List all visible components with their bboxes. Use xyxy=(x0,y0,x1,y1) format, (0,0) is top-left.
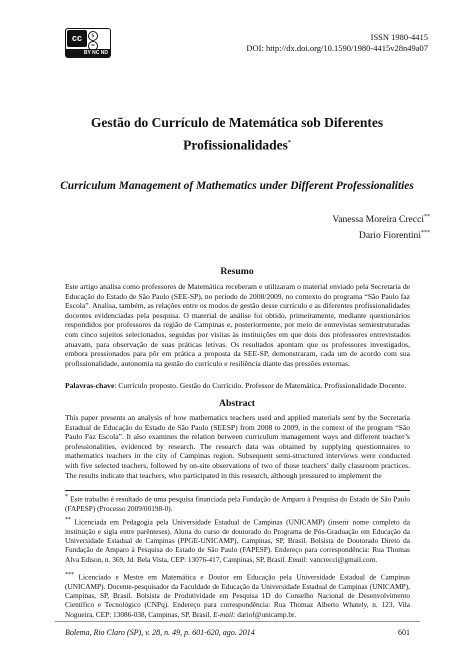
creative-commons-badge xyxy=(65,28,111,58)
issn: ISSN 1980-4415 xyxy=(370,32,428,42)
footnote-separator xyxy=(65,490,410,491)
author-1 xyxy=(332,214,430,225)
footnote-text: Licenciado e Mestre em Matemática e Doutor em Educação pela Universidade Estadual de Campinas (UNICAMP). Docente-pesquisador da Faculdade de Educação da Universidade Estadual de Campinas (UNICAMP), Campinas, SP, Brasil. Bolsista de Produtividade em Pesquisa 1D do Conselho Nacional de Desenvolvimento Científico e Tecnológico (CNPq). Endereço para correspondência: Rua Thomaz Alberto Whately, n. 123, Vila Nogueira, CEP: 13086-038, Campinas, SP, Brasil. xyxy=(65,572,411,619)
abstract-text: This paper presents an analysis of how mathematics teachers used and applied materials sent by the Secretaria Estadual de Educação do Estado de São Paulo (SEESP) from 2008 to 2009, in the context of the program “São Paulo Faz Escola”. It also examines the relation between curriculum management ways and different teacher’s professionalities, evidenced by research. The research data was obtained by supplying questionnaires to mathematics teachers in the city of Campinas region. Subsequent semi-structured interviews were conducted with five selected teachers, followed by on-site observations of two of those teachers’ daily classroom practices. The results indicate that teachers, who participated in this research, although pressured to implement the xyxy=(65,413,410,480)
paper-title xyxy=(60,112,414,156)
footnote-text: Este trabalho é resultado de uma pesquisa financiada pela Fundação de Amparo à Pesquisa do Estado de São Paulo (FAPESP) (Processo 2009/00198-0). xyxy=(65,494,411,513)
page-footer xyxy=(65,628,410,637)
footnote-mark: ** xyxy=(65,517,71,523)
cc-logo: cc xyxy=(67,30,87,47)
issn-doi-block xyxy=(246,32,428,53)
author-footnote-mark: *** xyxy=(421,230,430,236)
footnote-email[interactable]: vancrecci@gmail.com. xyxy=(309,554,378,564)
english-title: Curriculum Management of Mathematics under Different Professionalities xyxy=(60,180,414,192)
cc-nc-icon: $ xyxy=(88,31,98,41)
title-footnote-mark: * xyxy=(287,140,291,146)
cc-nd-icon: = xyxy=(88,41,98,51)
author-name: Vanessa Moreira Crecci xyxy=(332,214,424,226)
footnote-mark: *** xyxy=(65,572,74,578)
title-text: Gestão do Currículo de Matemática sob Diferentes Profissionalidades xyxy=(90,115,384,153)
footnote-email-label: Email: xyxy=(288,554,308,564)
cc-license-terms: BY NC ND xyxy=(66,49,110,57)
keywords-label: Palavras-chave xyxy=(65,381,115,390)
abstract-heading: Abstract xyxy=(218,398,256,409)
footnote-2 xyxy=(65,516,410,564)
author-name: Dario Fiorentini xyxy=(358,230,421,242)
doi-link[interactable]: DOI: http://dx.doi.org/10.1590/1980-4415v28n49a07 xyxy=(246,42,428,53)
journal-citation: Bolema, Rio Claro (SP), v. 28, n. 49, p. 601-620, ago. 2014 xyxy=(65,628,255,637)
keywords xyxy=(65,381,410,390)
resumo-text: Este artigo analisa como professores de Matemática receberam e utilizaram o material enviado pela Secretaria de Educação do Estado de São Paulo (SEE-SP), no período de 2008/2009, no contexto do programa “São Paulo faz Escola”. Analisa, também, as relações entre os modos de gestão desse currículo e as diferentes profissionalidades docentes evidenciadas pela pesquisa. O material de análise foi obtido, primeiramente, mediante questionários respondidos por professores da região de Campinas e, posteriormente, por meio de entrevistas semiestruturadas com cinco sujeitos selecionados, seguidas por visitas às instituições em que dois dos professores entrevistados atuavam, para observação de suas práticas letivas. Os resultados apontam que os professores investigados, embora pressionados para pôr em prática a proposta da SEE-SP, demonstraram, cada um de acordo com sua profissionalidade, autonomia na gestão do currículo e resiliência diante das pressões externas. xyxy=(65,282,410,368)
footnote-mark: * xyxy=(65,494,68,500)
footnote-text: Licenciada em Pedagogia pela Universidade Estadual de Campinas (UNICAMP) (inserir nome completo da instituição e sigla entre parênteses). Aluna do curso de doutorado do Programa de Pós-Graduação em Educação da Universidade Estadual de Campinas (PPGE-UNICAMP), Campinas, SP, Brasil. Bolsista de Doutorado Direto da Fundação de Amparo à Pesquisa do Estado de São Paulo (FAPESP). Endereço para correspondência: Rua Thomas Alva Edison, n. 369, Jd. Bela Vista, CEP: 13076-417, Campinas, SP, Brasil. xyxy=(65,517,410,564)
resumo-heading: Resumo xyxy=(220,266,254,277)
footnote-1 xyxy=(65,493,410,513)
page-number: 601 xyxy=(398,628,410,637)
author-footnote-mark: ** xyxy=(424,214,430,220)
footnote-email[interactable]: dariof@unicamp.br. xyxy=(237,609,296,619)
keywords-text: : Currículo proposto. Gestão do Currículo. Professor de Matemática. Profissionalidade Docente. xyxy=(114,381,407,390)
cc-license-icons xyxy=(88,31,108,49)
footnote-3 xyxy=(65,571,410,619)
author-2 xyxy=(359,230,430,241)
footer-rule xyxy=(55,621,420,622)
footnote-email-label: E-mail: xyxy=(213,609,236,619)
